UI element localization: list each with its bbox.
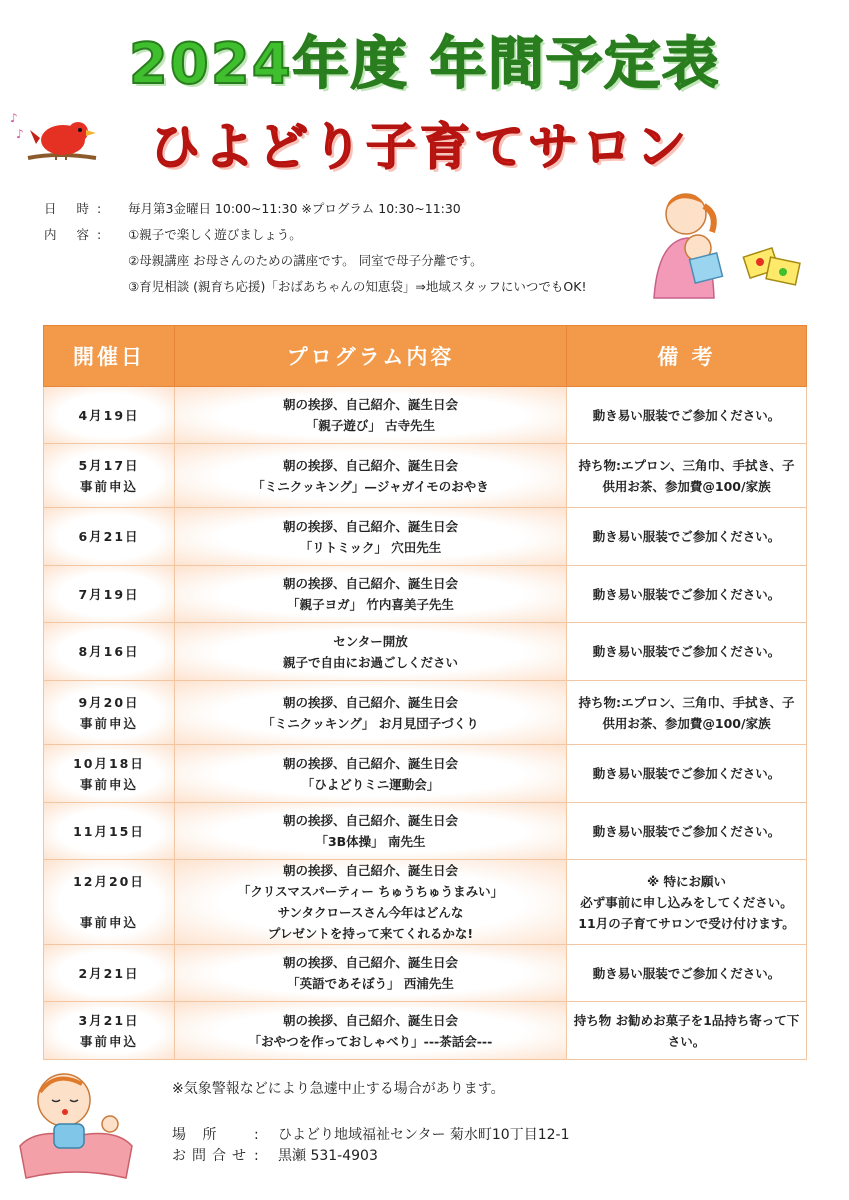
cancellation-notice: ※気象警報などにより急遽中止する場合があります。 (172, 1081, 505, 1097)
date-text: 10月18日 (73, 755, 145, 771)
baby-illustration-icon (16, 1066, 136, 1186)
date-cell (44, 803, 175, 860)
note-cell (567, 1002, 807, 1060)
program-cell (175, 623, 567, 681)
table-row (44, 745, 807, 803)
contact-label: お問合せ (172, 1148, 252, 1164)
program-cell (175, 745, 567, 803)
program-line: 朝の挨拶、自己紹介、誕生日会 (282, 863, 458, 878)
note-line: 持ち物:エプロン、三角巾、手拭き、子供用お茶、参加費@100/家族 (578, 694, 795, 731)
program-line: 「ひよどりミニ運動会」 (301, 776, 440, 792)
table-row (44, 566, 807, 623)
content-item: ①親子で楽しく遊びましょう。 (128, 227, 302, 242)
note-cell (567, 387, 807, 444)
program-line: 朝の挨拶、自己紹介、誕生日会 (282, 1012, 458, 1028)
note-cell (567, 681, 807, 745)
contact-line (172, 1145, 378, 1165)
content-row (44, 222, 586, 248)
place-label: 場 所 (172, 1127, 223, 1143)
note-line: ※ 特にお願い (646, 873, 726, 889)
table-row (44, 444, 807, 508)
program-line: 親子で自由にお過ごしください (282, 654, 458, 670)
program-line: 「英語であそぼう」 西浦先生 (287, 976, 454, 991)
table-row (44, 860, 807, 945)
program-cell (175, 945, 567, 1002)
program-line: 朝の挨拶、自己紹介、誕生日会 (282, 694, 458, 710)
datetime-label: 日 時: (44, 201, 110, 216)
date-cell (44, 387, 175, 444)
content-item: ③育児相談 (親育ち応援)「おばあちゃんの知恵袋」⇒地域スタッフにいつでもOK! (128, 279, 587, 294)
program-line: 朝の挨拶、自己紹介、誕生日会 (282, 457, 458, 473)
table-header-row (44, 326, 807, 387)
date-text: 8月16日 (78, 644, 140, 659)
date-text: 7月19日 (78, 586, 140, 602)
program-cell (175, 860, 567, 945)
colon: : (254, 1127, 259, 1143)
program-line: プレゼントを持って来てくれるかな! (267, 926, 474, 941)
note-line: 動き易い服装でご参加ください。 (592, 823, 781, 839)
note-cell (567, 860, 807, 945)
note-cell (567, 508, 807, 566)
note-cell (567, 623, 807, 681)
program-line: 朝の挨拶、自己紹介、誕生日会 (282, 518, 458, 534)
date-text: 3月21日 (78, 1012, 140, 1028)
header-program: プログラム内容 (175, 326, 567, 387)
place-value: ひよどり地域福祉センター 菊水町10丁目12-1 (278, 1127, 570, 1143)
note-cell (567, 566, 807, 623)
program-line: 朝の挨拶、自己紹介、誕生日会 (282, 576, 458, 591)
note-line: 動き易い服装でご参加ください。 (592, 529, 781, 544)
date-cell (44, 508, 175, 566)
program-cell (175, 681, 567, 745)
note-cell (567, 444, 807, 508)
program-cell (175, 566, 567, 623)
program-line: 朝の挨拶、自己紹介、誕生日会 (282, 813, 458, 828)
table-row (44, 623, 807, 681)
bird-illustration-icon (8, 108, 100, 170)
program-line: 「ミニクッキング」 お月見団子づくり (262, 715, 479, 731)
contact-value: 黒瀬 531-4903 (278, 1148, 378, 1164)
schedule-body (44, 387, 807, 1060)
program-line: 朝の挨拶、自己紹介、誕生日会 (282, 397, 458, 412)
datetime-value: 毎月第3金曜日 10:00~11:30 ※プログラム 10:30~11:30 (128, 201, 461, 216)
table-row (44, 803, 807, 860)
table-row (44, 681, 807, 745)
note-line: 動き易い服装でご参加ください。 (592, 965, 781, 981)
program-line: 「3B体操」 南先生 (315, 834, 426, 849)
date-cell (44, 945, 175, 1002)
date-text: 9月20日 (78, 694, 140, 710)
table-row (44, 508, 807, 566)
datetime-row (44, 196, 586, 222)
date-text: 6月21日 (78, 529, 140, 544)
table-row (44, 387, 807, 444)
note-cell (567, 945, 807, 1002)
program-cell (175, 803, 567, 860)
note-line: 必ず事前に申し込みをしてください。11月の子育てサロンで受け付けます。 (578, 894, 795, 931)
program-cell (175, 387, 567, 444)
date-text: 4月19日 (78, 407, 140, 423)
date-cell (44, 1002, 175, 1060)
date-cell (44, 745, 175, 803)
preregistration-label: 事前申込 (79, 915, 138, 930)
program-line: サンタクロースさん今年はどんな (277, 905, 464, 920)
preregistration-label: 事前申込 (79, 478, 138, 494)
note-cell (567, 745, 807, 803)
program-cell (175, 444, 567, 508)
mother-reading-icon (628, 188, 804, 300)
program-line: 「ミニクッキング」—ジャガイモのおやき (252, 478, 489, 494)
note-line: 持ち物:エプロン、三角巾、手拭き、子供用お茶、参加費@100/家族 (578, 457, 795, 494)
date-text: 12月20日 (73, 874, 145, 889)
header-notes: 備 考 (567, 326, 807, 387)
program-line: 「リトミック」 穴田先生 (299, 539, 442, 555)
note-cell (567, 803, 807, 860)
note-line: 動き易い服装でご参加ください。 (592, 407, 781, 423)
page-title: 2024年度 年間予定表 (128, 32, 721, 97)
program-line: 朝の挨拶、自己紹介、誕生日会 (282, 955, 458, 970)
table-row (44, 945, 807, 1002)
page-subtitle: ひよどり子育てサロン (150, 118, 690, 176)
program-line: 「親子ヨガ」 竹内喜美子先生 (287, 597, 454, 612)
program-line: 「親子遊び」 古寺先生 (305, 418, 436, 433)
date-text: 5月17日 (78, 457, 140, 473)
date-text: 11月15日 (73, 823, 145, 839)
preregistration-label: 事前申込 (79, 776, 138, 792)
program-line: 「クリスマスパーティー ちゅうちゅうまみい」 (237, 884, 504, 899)
content-item: ②母親講座 お母さんのための講座です。 同室で母子分離です。 (128, 253, 483, 268)
note-line: 持ち物 お勧めお菓子を1品持ち寄って下さい。 (573, 1012, 800, 1049)
info-block (44, 196, 586, 300)
date-cell (44, 860, 175, 945)
svg-text:♪: ♪ (16, 127, 24, 141)
schedule-table (43, 325, 807, 1060)
preregistration-label: 事前申込 (79, 1033, 138, 1049)
date-cell (44, 623, 175, 681)
place-line (172, 1124, 569, 1144)
table-row (44, 1002, 807, 1060)
program-cell (175, 1002, 567, 1060)
header-date: 開催日 (44, 326, 175, 387)
program-line: センター開放 (333, 633, 408, 649)
content-row (44, 274, 586, 300)
content-row (44, 248, 586, 274)
program-cell (175, 508, 567, 566)
colon: : (254, 1148, 259, 1164)
content-label: 内 容: (44, 227, 110, 242)
date-cell (44, 444, 175, 508)
note-line: 動き易い服装でご参加ください。 (592, 766, 781, 781)
program-line: 「おやつを作っておしゃべり」---茶話会--- (248, 1033, 493, 1049)
svg-text:♪: ♪ (10, 111, 18, 125)
date-text: 2月21日 (78, 965, 140, 981)
date-cell (44, 681, 175, 745)
date-cell (44, 566, 175, 623)
note-line: 動き易い服装でご参加ください。 (592, 644, 781, 659)
program-line: 朝の挨拶、自己紹介、誕生日会 (282, 755, 458, 771)
note-line: 動き易い服装でご参加ください。 (592, 586, 781, 602)
preregistration-label: 事前申込 (79, 715, 138, 731)
